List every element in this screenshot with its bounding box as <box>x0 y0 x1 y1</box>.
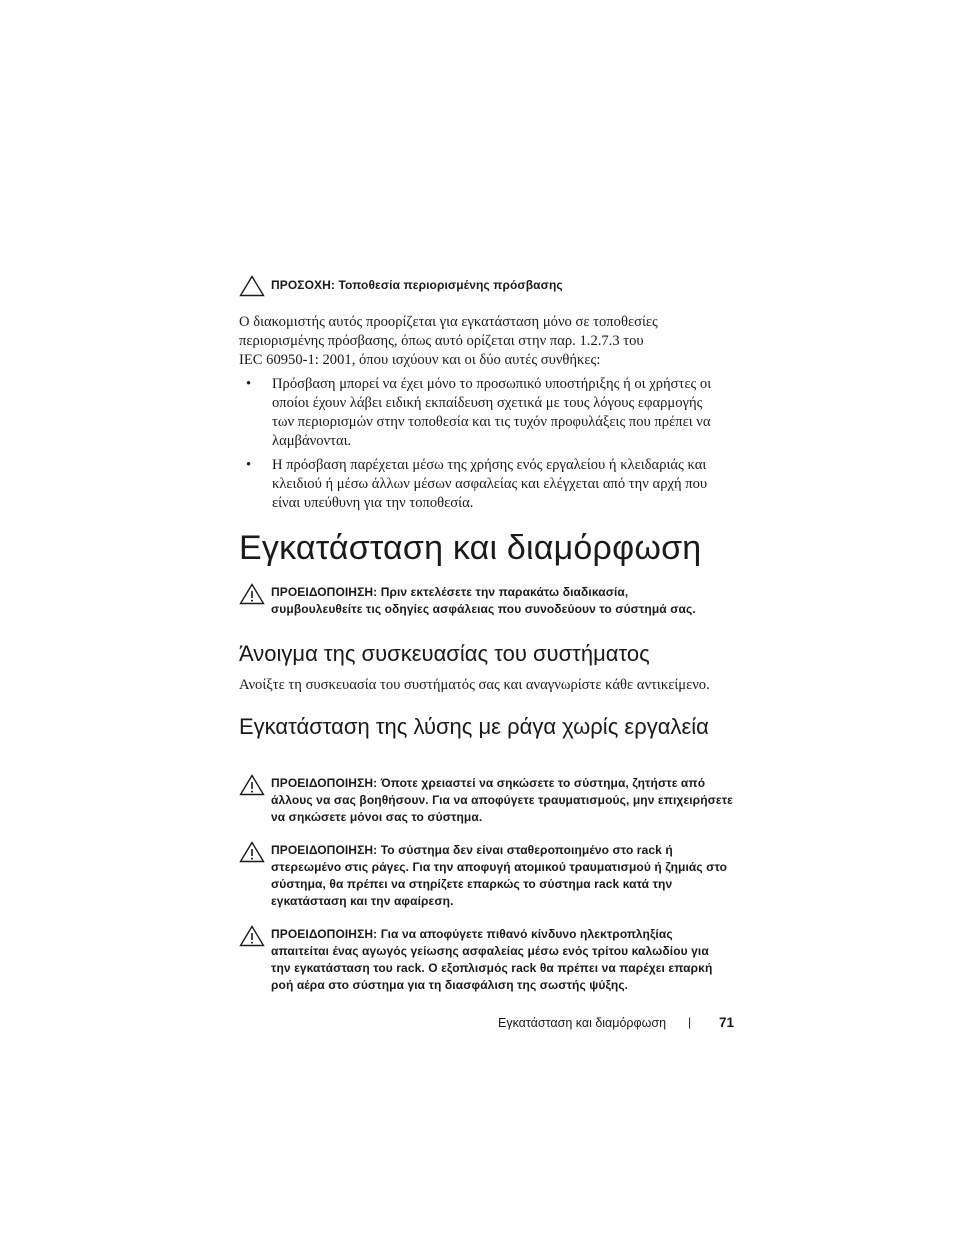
page-number: 71 <box>719 1015 735 1030</box>
warning-notice <box>239 926 739 994</box>
intro-line: IEC 60950-1: 2001, όπου ισχύουν και οι δύο αυτές συνθήκες: <box>239 352 601 368</box>
warning-label: ΠΡΟΕΙΔΟΠΟΙΗΣΗ: <box>271 843 378 857</box>
warning-triangle-icon <box>239 925 265 947</box>
warning-label: ΠΡΟΕΙΔΟΠΟΙΗΣΗ: <box>271 927 378 941</box>
list-item: • Πρόσβαση μπορεί να έχει μόνο το προσωπικό υποστήριξης ή οι χρήστες οι οποίοι έχουν λάβει ειδική εκπαίδευση σχετικά με τους λόγους εφαρμογής των περιορισμών στην τοποθεσία και τις τυχόν προφυλάξεις που πρέπει να λαμβάνονται. <box>246 376 712 449</box>
warning-text: ΠΡΟΕΙΔΟΠΟΙΗΣΗ: Για να αποφύγετε πιθανό κίνδυνο ηλεκτροπληξίας απαιτείται ένας αγωγός γείωσης ασφαλείας μέσω ενός τρίτου καλωδίου για την εγκατάσταση του rack. Ο εξοπλισμός rack θα πρέπει να παρέχει επαρκή ροή αέρα στο σύστημα για τη διασφάλιση της σωστής ψύξης. <box>271 927 713 992</box>
caution-label: ΠΡΟΣΟΧΗ: <box>271 278 336 292</box>
warning-text: ΠΡΟΕΙΔΟΠΟΙΗΣΗ: Όποτε χρειαστεί να σηκώσετε το σύστημα, ζητήστε από άλλους να σας βοηθήσουν. Για να αποφύγετε τραυματισμούς, μην επιχειρήσετε να σηκώσετε μόνοι σας το σύστημα. <box>271 776 733 824</box>
list-item: • Η πρόσβαση παρέχεται μέσω της χρήσης ενός εργαλείου ή κλειδαριάς και κλειδιού ή μέσω άλλων μέσων ασφαλείας και ελέγχεται από την αρχή που είναι υπεύθυνη για την τοποθεσία. <box>246 457 708 511</box>
caution-message: Τοποθεσία περιορισμένης πρόσβασης <box>338 278 563 292</box>
warning-triangle-icon <box>239 841 265 863</box>
section-heading-main: Εγκατάσταση και διαμόρφωση <box>239 529 702 567</box>
warning-triangle-icon <box>239 583 265 605</box>
warning-label: ΠΡΟΕΙΔΟΠΟΙΗΣΗ: <box>271 776 378 790</box>
warning-triangle-icon <box>239 275 265 297</box>
warning-text: ΠΡΟΕΙΔΟΠΟΙΗΣΗ: Το σύστημα δεν είναι σταθεροποιημένο στο rack ή στερεωμένο στις ράγες. Για την αποφυγή ατομικού τραυματισμού ή ζημιάς στο σύστημα, θα πρέπει να στηρίζετε επαρκώς το σύστημα rack κατά την εγκατάσταση και την αφαίρεση. <box>271 843 728 908</box>
footer-title: Εγκατάσταση και διαμόρφωση <box>498 1016 667 1030</box>
intro-paragraph <box>239 313 739 370</box>
bullet-marker: • <box>246 376 252 392</box>
intro-line: Ο διακομιστής αυτός προορίζεται για εγκατάσταση μόνο σε τοποθεσίες <box>239 314 658 330</box>
caution-text <box>271 276 739 294</box>
caution-notice <box>239 276 739 294</box>
section-heading-rail: Εγκατάσταση της λύσης με ράγα χωρίς εργαλεία <box>239 714 709 739</box>
warning-label: ΠΡΟΕΙΔΟΠΟΙΗΣΗ: <box>271 585 378 599</box>
warning-notice <box>239 842 739 910</box>
warning-notice <box>239 775 739 826</box>
warning-notice <box>239 584 739 618</box>
warning-triangle-icon <box>239 774 265 796</box>
unpack-paragraph: Ανοίξτε τη συσκευασία του συστήματός σας και αναγνωρίστε κάθε αντικείμενο. <box>239 677 710 693</box>
conditions-list <box>239 375 739 513</box>
intro-line: περιορισμένης πρόσβασης, όπως αυτό ορίζεται στην παρ. 1.2.7.3 του <box>239 333 644 349</box>
warning-text: ΠΡΟΕΙΔΟΠΟΙΗΣΗ: Πριν εκτελέσετε την παρακάτω διαδικασία, συμβουλευθείτε τις οδηγίες ασφάλειας που συνοδεύουν το σύστημά σας. <box>271 585 696 616</box>
bullet-marker: • <box>246 457 252 473</box>
section-heading-unpack: Άνοιγμα της συσκευασίας του συστήματος <box>239 641 650 666</box>
footer-separator: | <box>688 1015 692 1029</box>
